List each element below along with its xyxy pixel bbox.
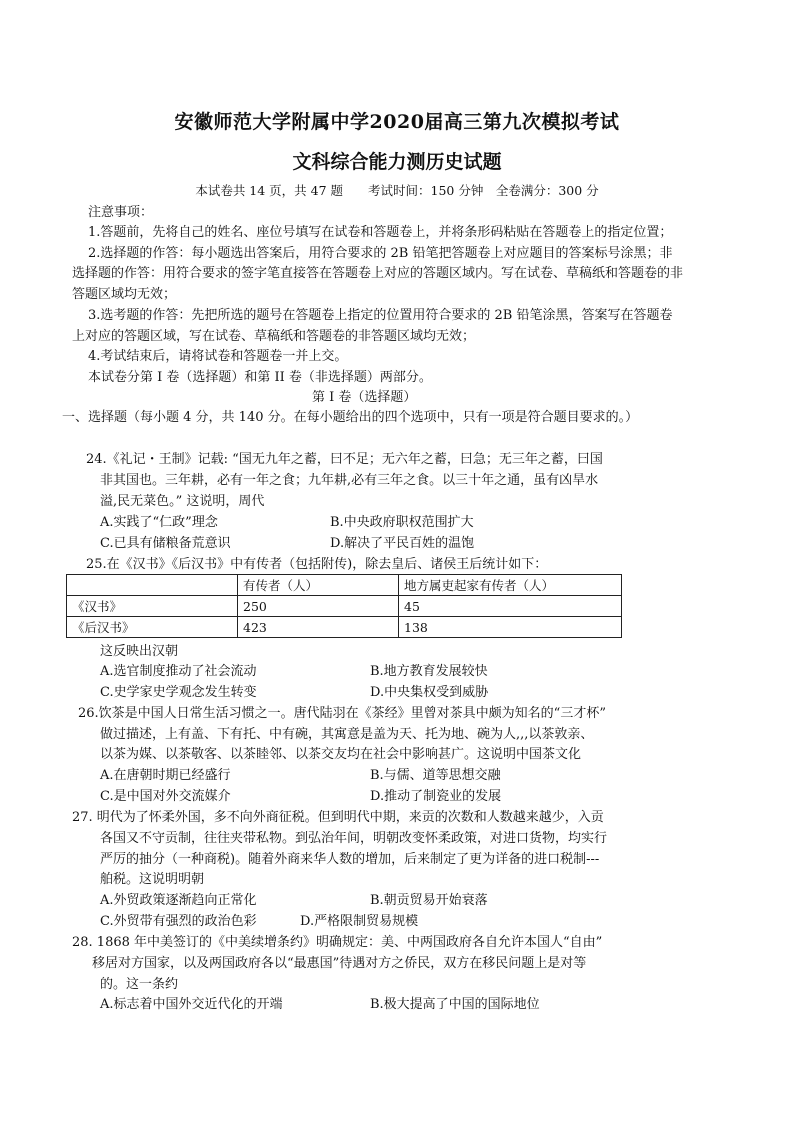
table-header-cell: 有传者（人）: [238, 575, 399, 596]
notice-line: 选择题的作答：用符合要求的签字笔直接答在答题卷上对应的答题区域内。写在试卷、草稿纸和答题卷的非: [72, 266, 684, 281]
question-27-line: 严厉的抽分（一种商税)。随着外商来华人数的增加，后来制定了更为详备的进口税制---: [100, 852, 600, 867]
exam-meta: 本试卷共 14 页，共 47 题 考试时间：150 分钟 全卷满分：300 分: [195, 183, 599, 198]
option-b: B.地方教育发展较快: [370, 664, 488, 679]
exam-title: 安徽师范大学附属中学2020届高三第九次模拟考试: [174, 111, 620, 133]
table-row: [67, 596, 622, 617]
question-24-line: 24.《礼记・王制》记载: “国无九年之蓄，曰不足；无六年之蓄，曰急；无三年之蓄，曰国: [86, 452, 603, 467]
option-a: A.在唐朝时期已经盛行: [100, 768, 231, 783]
table-cell: 250: [238, 596, 399, 617]
question-24-line: 溢,民无菜色。” 这说明，周代: [100, 494, 265, 509]
notice-line: 本试卷分第 I 卷（选择题）和第 II 卷（非选择题）两部分。: [88, 370, 432, 385]
option-b: B.与儒、道等思想交融: [370, 768, 501, 783]
table-header-cell: 地方属吏起家有传者（人）: [399, 575, 622, 596]
question-26-line: 26.饮茶是中国人日常生活习惯之一。唐代陆羽在《茶经》里曾对茶具中颇为知名的“三才杯”: [78, 706, 606, 721]
question-27-line: 各国又不守贡制，往往夹带私物。到弘治年间，明朝改变怀柔政策，对进口货物，均实行: [100, 831, 608, 846]
notice-line: 上对应的答题区域，写在试卷、草稿纸和答题卷的非答题区域均无效；: [72, 329, 476, 344]
option-b: B.中央政府职权范围扩大: [330, 515, 474, 530]
question-26-line: 做过描述，上有盖、下有托、中有碗，其寓意是盖为天、托为地、碗为人,,,以茶敦亲、: [100, 727, 594, 742]
notice-line: 1.答题前，先将自己的姓名、座位号填写在试卷和答题卷上，并将条形码粘贴在答题卷上的指定位置；: [88, 225, 673, 240]
notice-line: 2.选择题的作答：每小题选出答案后，用符合要求的 2B 铅笔把答题卷上对应题目的答案标号涂黑；非: [88, 246, 673, 261]
option-a: A.标志着中国外交近代化的开端: [100, 997, 283, 1012]
table-cell: 138: [399, 617, 622, 638]
question-27-line: 舶税。这说明明朝: [100, 872, 205, 887]
table-cell: 《后汉书》: [67, 617, 238, 638]
option-c: C.外贸带有强烈的政治色彩: [100, 914, 257, 929]
question-28-line: 移居对方国家，以及两国政府各以“最惠国”待遇对方之侨民，双方在移民问题上是对等: [92, 956, 587, 971]
option-a: A.选官制度推动了社会流动: [100, 664, 257, 679]
table-header-cell: [67, 575, 238, 596]
question-27-line: 27. 明代为了怀柔外国，多不向外商征税。但到明代中期，来贡的次数和人数越来越少，入贡: [72, 810, 604, 825]
question-25-after: 这反映出汉朝: [100, 644, 179, 659]
option-c: C.是中国对外交流媒介: [100, 789, 231, 804]
table-cell: 45: [399, 596, 622, 617]
option-b: B.朝贡贸易开始衰落: [370, 893, 488, 908]
option-a: A.外贸政策逐渐趋向正常化: [100, 893, 257, 908]
notice-line: 3.选考题的作答：先把所选的题号在答题卷上指定的位置用符合要求的 2B 铅笔涂黑，答案写在答题卷: [88, 308, 673, 323]
exam-subtitle: 文科综合能力测历史试题: [292, 151, 502, 173]
question-26-line: 以茶为媒、以茶敬客、以茶睦邻、以茶交友均在社会中影响甚广。这说明中国茶文化: [100, 747, 582, 762]
option-c: C.史学家史学观念发生转变: [100, 685, 257, 700]
option-d: D.推动了制瓷业的发展: [370, 789, 502, 804]
notice-line: 4.考试结束后，请将试卷和答题卷一并上交。: [88, 349, 348, 364]
question-28-line: 的。这一条约: [100, 977, 179, 992]
option-d: D.严格限制贸易规模: [300, 914, 419, 929]
option-a: A.实践了“仁政”理念: [100, 515, 218, 530]
notice-line: 答题区域均无效；: [72, 287, 177, 302]
option-d: D.中央集权受到威胁: [370, 685, 489, 700]
question-28-line: 28. 1868 年中美签订的《中美续增条约》明确规定：美、中两国政府各自允许本国人“自由”: [72, 935, 603, 950]
table-cell: 《汉书》: [67, 596, 238, 617]
statistics-table: [66, 574, 622, 638]
table-cell: 423: [238, 617, 399, 638]
part-title: 第 I 卷（选择题）: [312, 390, 417, 405]
table-header-row: [67, 575, 622, 596]
option-c: C.已具有储粮备荒意识: [100, 536, 231, 551]
section-heading: 一、选择题（每小题 4 分，共 140 分。在每小题给出的四个选项中，只有一项是符合题目要求的。）: [62, 410, 639, 425]
notice-heading: 注意事项：: [88, 205, 154, 220]
question-24-line: 非其国也。三年耕，必有一年之食；九年耕,必有三年之食。以三十年之通，虽有凶旱水: [100, 473, 599, 488]
table-row: [67, 617, 622, 638]
question-25-stem: 25.在《汉书》《后汉书》中有传者（包括附传)，除去皇后、诸侯王后统计如下：: [86, 557, 548, 572]
option-d: D.解决了平民百姓的温饱: [330, 536, 475, 551]
option-b: B.极大提高了中国的国际地位: [370, 997, 540, 1012]
